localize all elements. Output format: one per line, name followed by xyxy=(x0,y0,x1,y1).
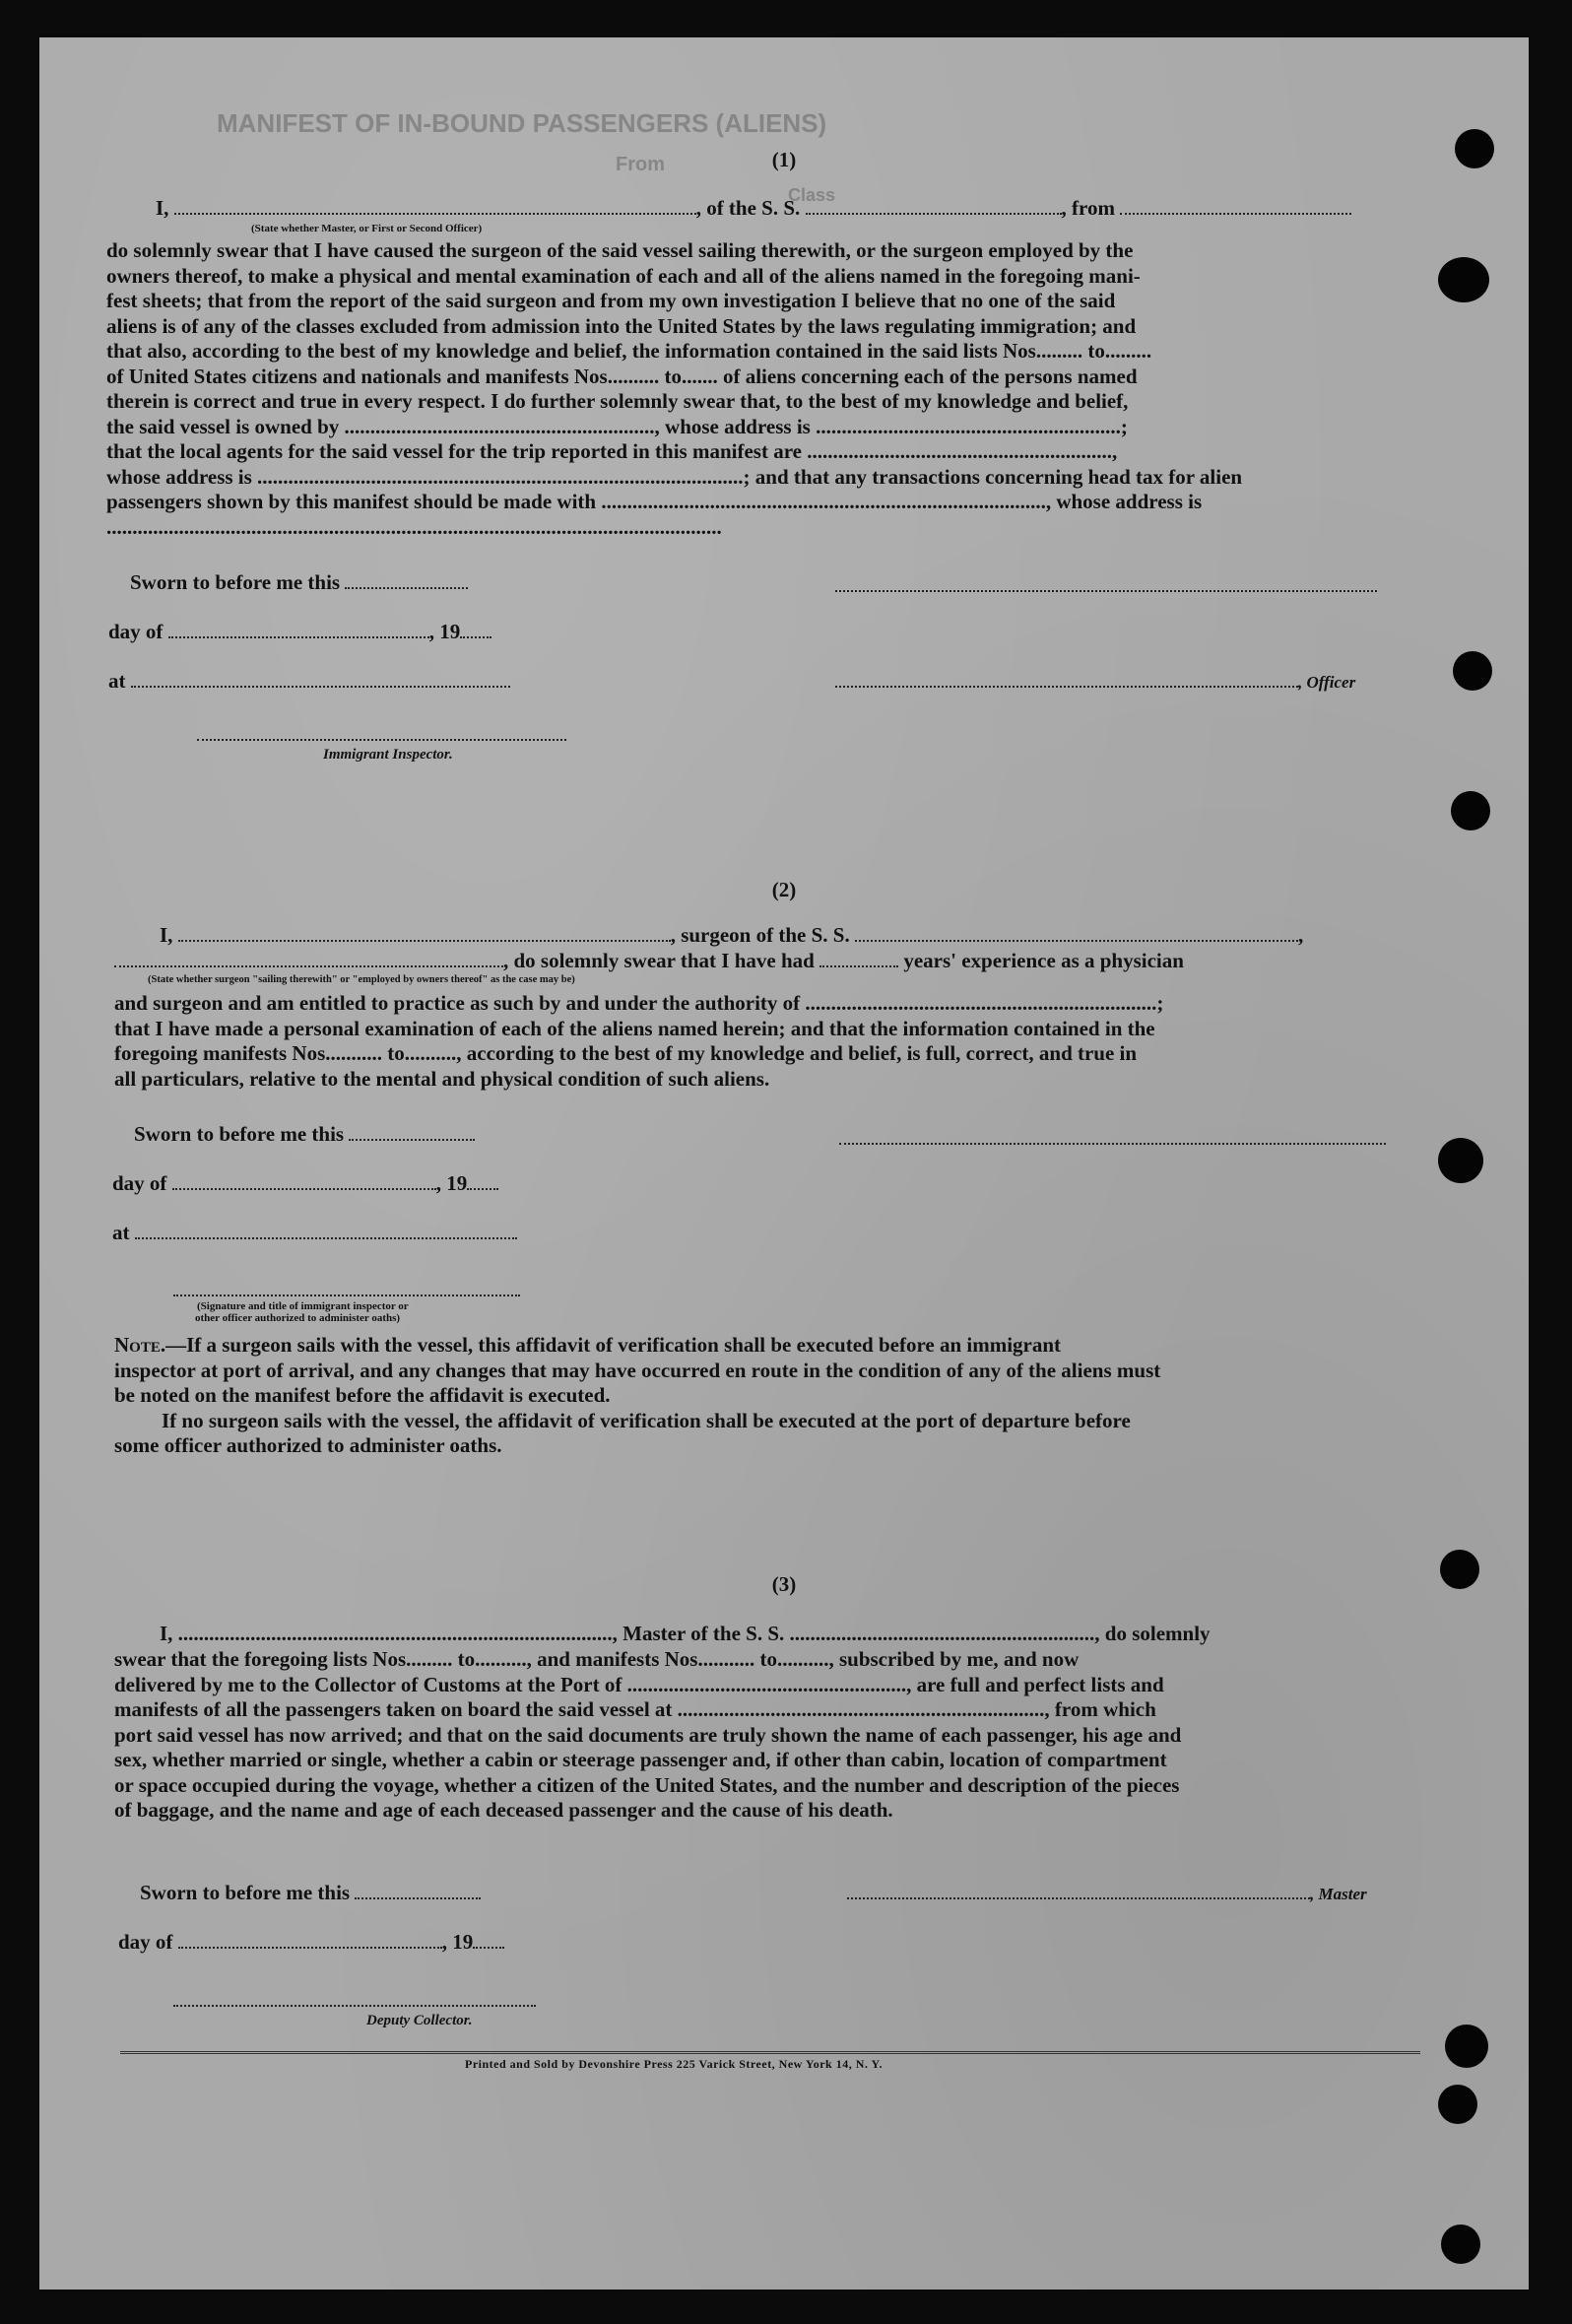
surgeon-of-ss-label: , surgeon of the S. S. xyxy=(670,923,850,947)
officer-signature-blank xyxy=(835,686,1298,688)
year-prefix: , 19 xyxy=(428,620,461,643)
oath-officer-signature-line xyxy=(173,1295,520,1296)
ghost-manifest-title: MANIFEST OF IN-BOUND PASSENGERS (ALIENS) xyxy=(217,108,827,138)
sworn-line-3 xyxy=(140,1880,481,1905)
section-3-number: (3) xyxy=(771,1572,797,1596)
day-of-blank xyxy=(178,1947,442,1949)
years-experience-label: years' experience as a physician xyxy=(903,949,1184,972)
year-blank xyxy=(473,1947,504,1949)
section-1-body xyxy=(106,238,1408,540)
form-sheet xyxy=(39,37,1529,2290)
signature-note-2: other officer authorized to administer oaths) xyxy=(195,1312,401,1324)
at-label: at xyxy=(112,1221,130,1244)
swear-label: , do solemnly swear that I have had xyxy=(503,949,815,972)
sworn-line-2 xyxy=(134,1121,475,1147)
body-line: swear that the foregoing lists Nos......... to.........., and manifests Nos........... to.........., subscribed by me, and now xyxy=(114,1647,1080,1671)
punch-hole xyxy=(1438,1138,1483,1183)
note-label: Note. xyxy=(114,1333,166,1357)
note-line: If no surgeon sails with the vessel, the affidavit of verification shall be executed at the port of departure before xyxy=(162,1408,1131,1432)
sworn-date-blank xyxy=(349,1139,475,1141)
body-line: that the local agents for the said vessel for the trip reported in this manifest are ..........................................................., xyxy=(106,439,1118,463)
sworn-line-1 xyxy=(130,569,468,595)
section-3-body xyxy=(114,1647,1418,1824)
at-place-blank xyxy=(131,686,510,688)
deputy-signature-line xyxy=(173,2005,536,2007)
day-of-label: day of xyxy=(118,1930,173,1954)
body-line: or space occupied during the voyage, whether a citizen of the United States, and the number and description of the pieces xyxy=(114,1772,1180,1797)
section-1-number: (1) xyxy=(771,148,797,171)
surgeon-vessel-blank xyxy=(855,940,1298,942)
officer-title: , Officer xyxy=(1298,673,1356,692)
body-line: I, ...................................................................................., Master of the S. S. ..........................................................., do solemnly xyxy=(160,1622,1211,1645)
section-1-line-1 xyxy=(156,195,1351,221)
sworn-label: Sworn to before me this xyxy=(134,1122,345,1146)
pronoun-i: I, xyxy=(160,923,173,947)
body-line: passengers shown by this manifest should be made with ......................................................................................, whose address is xyxy=(106,490,1203,513)
punch-hole xyxy=(1445,2025,1488,2068)
body-line: the said vessel is owned by ............................................................, whose address is ...........................................................; xyxy=(106,414,1128,438)
body-line: sex, whether married or single, whether a cabin or steerage passenger and, if other than cabin, location of compartment xyxy=(114,1748,1167,1771)
signature-note-1: (Signature and title of immigrant inspector or xyxy=(197,1300,409,1312)
note-line: inspector at port of arrival, and any changes that may have occurred en route in the condition of any of the aliens must xyxy=(114,1358,1161,1382)
body-line: do solemnly swear that I have caused the surgeon of the said vessel sailing therewith, or the surgeon employed by the xyxy=(106,238,1134,262)
note-line xyxy=(114,1333,1414,1359)
port-from-blank xyxy=(1120,213,1351,215)
punch-hole xyxy=(1438,257,1489,302)
years-blank xyxy=(819,965,898,967)
body-line: of baggage, and the name and age of each deceased passenger and the cause of his death. xyxy=(114,1798,893,1822)
body-line: that also, according to the best of my knowledge and belief, the information contained in the said lists Nos......... to......... xyxy=(106,339,1152,363)
sworn-label: Sworn to before me this xyxy=(130,570,341,594)
ghost-from-label: From xyxy=(616,154,665,175)
note-text: —If a surgeon sails with the vessel, this affidavit of verification shall be executed before an immigrant xyxy=(165,1333,1062,1357)
deputy-collector-title: Deputy Collector. xyxy=(366,2013,473,2028)
day-of-line-1 xyxy=(108,619,491,644)
day-of-label: day of xyxy=(108,620,164,643)
punch-hole xyxy=(1453,651,1492,691)
body-line: owners thereof, to make a physical and mental examination of each and all of the aliens named in the foregoing mani- xyxy=(106,263,1141,288)
note-line: some officer authorized to administer oaths. xyxy=(114,1433,502,1457)
officer-name-blank xyxy=(174,213,696,215)
punch-hole xyxy=(1441,2224,1480,2264)
surgeon-type-blank xyxy=(114,965,503,967)
printer-imprint: Printed and Sold by Devonshire Press 225 Varick Street, New York 14, N. Y. xyxy=(465,2057,884,2071)
body-line: aliens is of any of the classes excluded from admission into the United States by the laws regulating immigration; and xyxy=(106,313,1137,338)
inspector-signature-line xyxy=(197,739,566,741)
year-blank xyxy=(467,1188,498,1190)
body-line: and surgeon and am entitled to practice as such by and under the authority of ....................................................................; xyxy=(114,991,1164,1015)
at-line-1 xyxy=(108,668,510,694)
sworn-label: Sworn to before me this xyxy=(140,1881,351,1904)
day-of-label: day of xyxy=(112,1171,167,1195)
officer-signature-line xyxy=(835,668,1355,696)
sworn-date-blank xyxy=(355,1897,481,1899)
body-line: foregoing manifests Nos........... to.........., according to the best of my knowledge and belief, is full, correct, and true in xyxy=(114,1041,1138,1065)
punch-hole xyxy=(1451,791,1490,830)
master-signature-blank xyxy=(847,1897,1310,1899)
day-of-line-3 xyxy=(118,1929,504,1955)
of-the-ss-label: , of the S. S. xyxy=(695,196,801,220)
vessel-name-blank xyxy=(806,213,1062,215)
master-signature-line xyxy=(847,1880,1367,1907)
surgeon-name-blank xyxy=(178,940,671,942)
section-2-line-1: I, , surgeon of the S. S. , xyxy=(160,923,1304,947)
officer-signature-line-top xyxy=(835,590,1377,592)
body-line: therein is correct and true in every respect. I do further solemnly swear that, to the best of my knowledge and belief, xyxy=(106,389,1129,413)
day-of-blank xyxy=(168,636,429,638)
officer-rank-note: (State whether Master, or First or Second Officer) xyxy=(251,223,483,234)
section-3-body-first xyxy=(160,1622,1418,1647)
immigrant-inspector-title: Immigrant Inspector. xyxy=(323,747,453,763)
sworn-date-blank xyxy=(345,587,468,589)
section-2-body xyxy=(114,991,1414,1092)
section-2-line-2 xyxy=(114,948,1184,973)
from-label: , from xyxy=(1061,196,1115,220)
day-of-line-2 xyxy=(112,1170,498,1196)
at-label: at xyxy=(108,669,126,693)
body-line: whose address is ..............................................................................................; and that any transactions concerning head tax for alien xyxy=(106,464,1243,489)
body-line: all particulars, relative to the mental and physical condition of such aliens. xyxy=(114,1066,770,1091)
punch-hole xyxy=(1438,2085,1477,2124)
at-place-blank xyxy=(135,1237,517,1239)
day-of-blank xyxy=(172,1188,436,1190)
body-line: of United States citizens and nationals and manifests Nos.......... to....... of aliens concerning each of the persons named xyxy=(106,364,1138,388)
surgeon-type-note: (State whether surgeon "sailing therewith" or "employed by owners thereof" as the case may be) xyxy=(148,974,575,985)
body-line: fest sheets; that from the report of the said surgeon and from my own investigation I believe that no one of the said xyxy=(106,289,1116,312)
body-line: delivered by me to the Collector of Customs at the Port of ......................................................, are full and perfect lists and xyxy=(114,1672,1164,1696)
year-blank xyxy=(460,636,491,638)
body-line: port said vessel has now arrived; and that on the said documents are truly shown the name of each passenger, his age and xyxy=(114,1722,1182,1747)
master-title: , Master xyxy=(1310,1885,1367,1903)
body-line: manifests of all the passengers taken on board the said vessel at ......................................................................., from which xyxy=(114,1697,1156,1721)
section-2-note xyxy=(114,1333,1414,1459)
surgeon-signature-line xyxy=(839,1143,1386,1145)
at-line-2 xyxy=(112,1220,517,1245)
body-line: that I have made a personal examination of each of the aliens named herein; and that the information contained in the xyxy=(114,1016,1155,1040)
year-prefix: , 19 xyxy=(441,1930,474,1954)
section-2-number: (2) xyxy=(771,878,797,901)
note-line: be noted on the manifest before the affidavit is executed. xyxy=(114,1383,611,1407)
pronoun-i: I, xyxy=(156,196,169,220)
footer-rule xyxy=(120,2051,1420,2054)
body-line: ....................................................................................................................... xyxy=(106,514,722,539)
ghost-class-label: Class xyxy=(788,185,836,205)
year-prefix: , 19 xyxy=(435,1171,468,1195)
